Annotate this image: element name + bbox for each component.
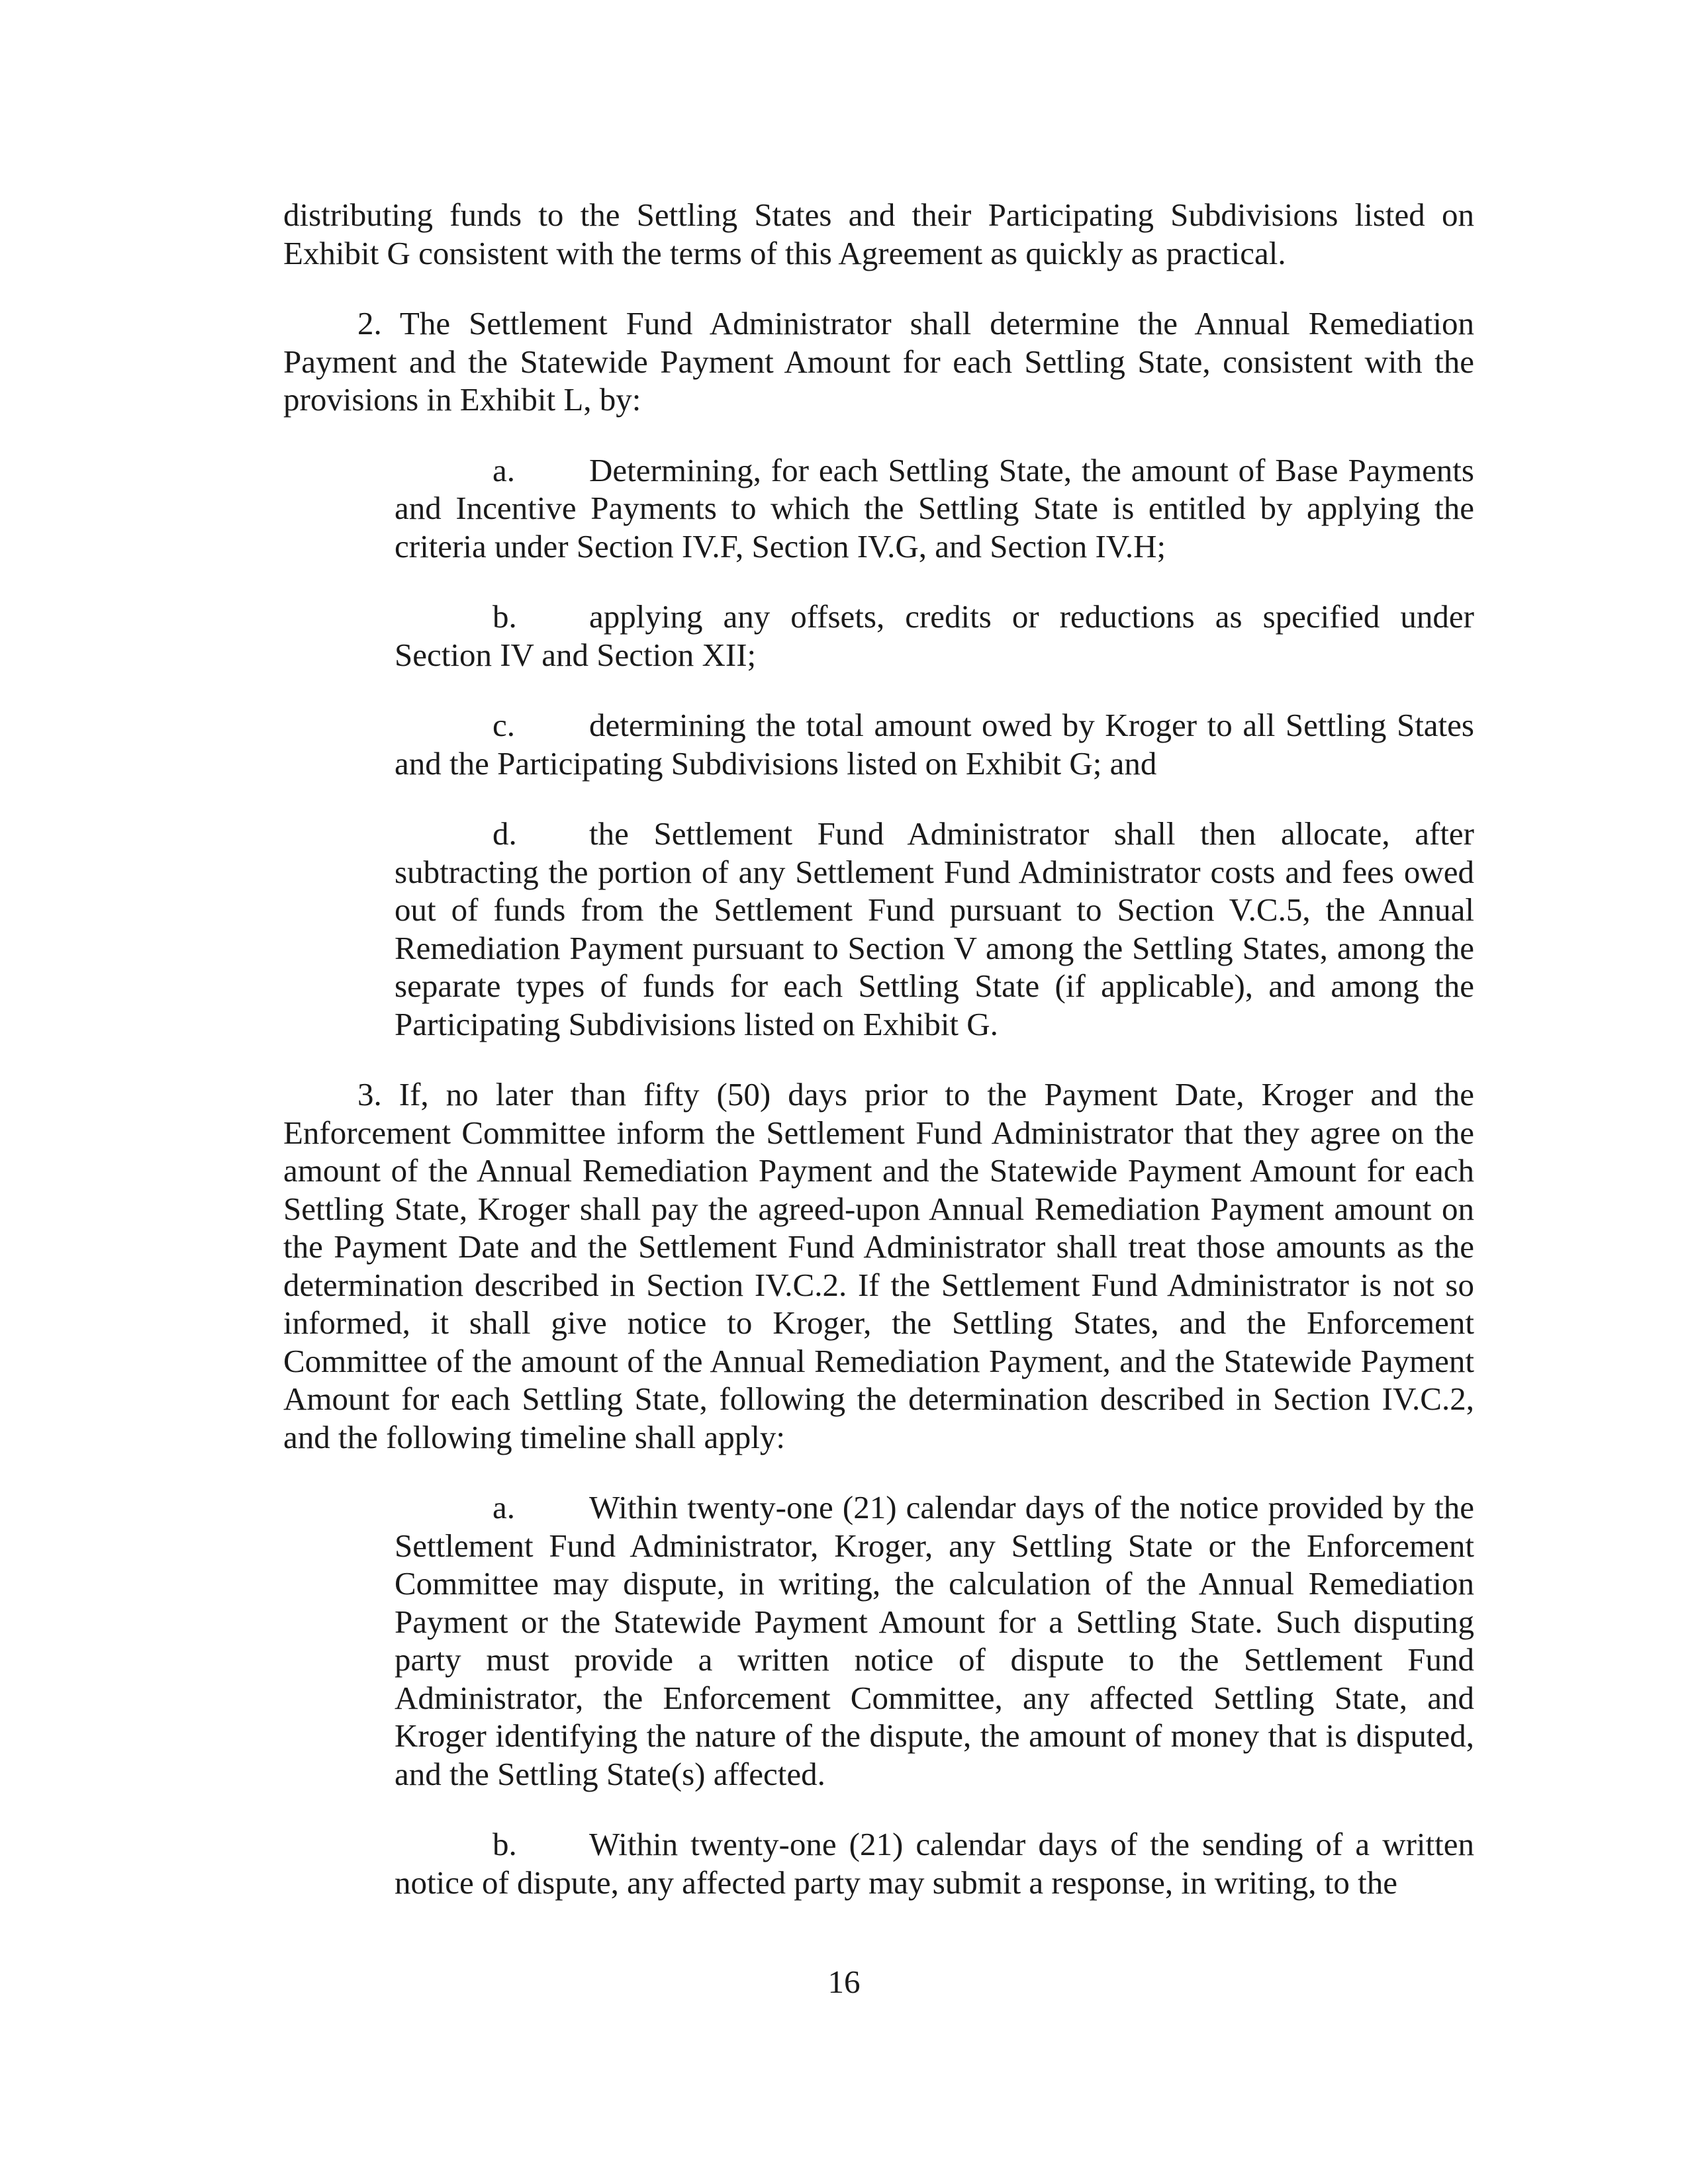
subitem-text: Within twenty-one (21) calendar days of the sending of a written notice of dispute, any affected party may submit a response, in writing, to the xyxy=(395,1826,1474,1901)
subitem-letter: d. xyxy=(492,815,517,852)
page-number: 16 xyxy=(827,1964,861,2000)
paragraph-2 xyxy=(283,304,1474,419)
subitem-2a xyxy=(395,451,1474,566)
subitem-letter: a. xyxy=(492,451,515,488)
paragraph-number: 2. xyxy=(357,305,382,341)
subitem-letter: a. xyxy=(492,1489,515,1525)
paragraph-text: If, no later than fifty (50) days prior to the Payment Date, Kroger and the Enforcement Committee inform the Settlement Fund Administrator that they agree on the amount of the Annual Remediation Payment and the Statewide Payment Amount for each Settling State, Kroger shall pay the agreed-upon Annual Remediation Payment amount on the Payment Date and the Settlement Fund Administrator shall treat those amounts as the determination described in Section IV.C.2. If the Settlement Fund Administrator is not so informed, it shall give notice to Kroger, the Settling States, and the Enforcement Committee of the amount of the Annual Remediation Payment, and the Statewide Payment Amount for each Settling State, following the determination described in Section IV.C.2, and the following timeline shall apply: xyxy=(283,1076,1475,1455)
subitem-letter: b. xyxy=(492,598,517,635)
subitem-2d xyxy=(395,815,1474,1043)
subitem-letter: b. xyxy=(492,1826,517,1862)
paragraph-3 xyxy=(283,1075,1474,1456)
subitem-text: applying any offsets, credits or reductions as specified under Section IV and Section XII; xyxy=(395,598,1474,673)
subitem-text: determining the total amount owed by Kroger to all Settling States and the Participating Subdivisions listed on Exhibit G; and xyxy=(395,707,1474,782)
subitem-2b xyxy=(395,598,1474,674)
subitem-text: Within twenty-one (21) calendar days of the notice provided by the Settlement Fund Administrator, Kroger, any Settling State or the Enforcement Committee may dispute, in writing, the calculation of the Annual Remediation Payment or the Statewide Payment Amount for a Settling State. Such disputing party must provide a written notice of dispute to the Settlement Fund Administrator, the Enforcement Committee, any affected Settling State, and Kroger identifying the nature of the dispute, the amount of money that is disputed, and the Settling State(s) affected. xyxy=(395,1489,1474,1792)
subitem-2c xyxy=(395,706,1474,782)
subitem-text: Determining, for each Settling State, the amount of Base Payments and Incentive Payments to which the Settling State is entitled by applying the criteria under Section IV.F, Section IV.G, and Section IV.H; xyxy=(395,451,1474,565)
subitem-text: the Settlement Fund Administrator shall then allocate, after subtracting the portion of any Settlement Fund Administrator costs and fees owed out of funds from the Settlement Fund pursuant to Section V.C.5, the Annual Remediation Payment pursuant to Section V among the Settling States, among the separate types of funds for each Settling State (if applicable), and among the Participating Subdivisions listed on Exhibit G. xyxy=(395,815,1474,1042)
intro-continuation: distributing funds to the Settling States and their Participating Subdivisions listed on Exhibit G consistent with the terms of this Agreement as quickly as practical. xyxy=(283,197,1474,271)
subitem-3b xyxy=(395,1825,1474,1901)
paragraph-text: The Settlement Fund Administrator shall determine the Annual Remediation Payment and the Statewide Payment Amount for each Settling State, consistent with the provisions in Exhibit L, by: xyxy=(283,305,1474,418)
document-body xyxy=(283,196,1474,1901)
paragraph-number: 3. xyxy=(357,1076,382,1113)
subitem-letter: c. xyxy=(492,707,515,743)
subitem-3a xyxy=(395,1488,1474,1793)
